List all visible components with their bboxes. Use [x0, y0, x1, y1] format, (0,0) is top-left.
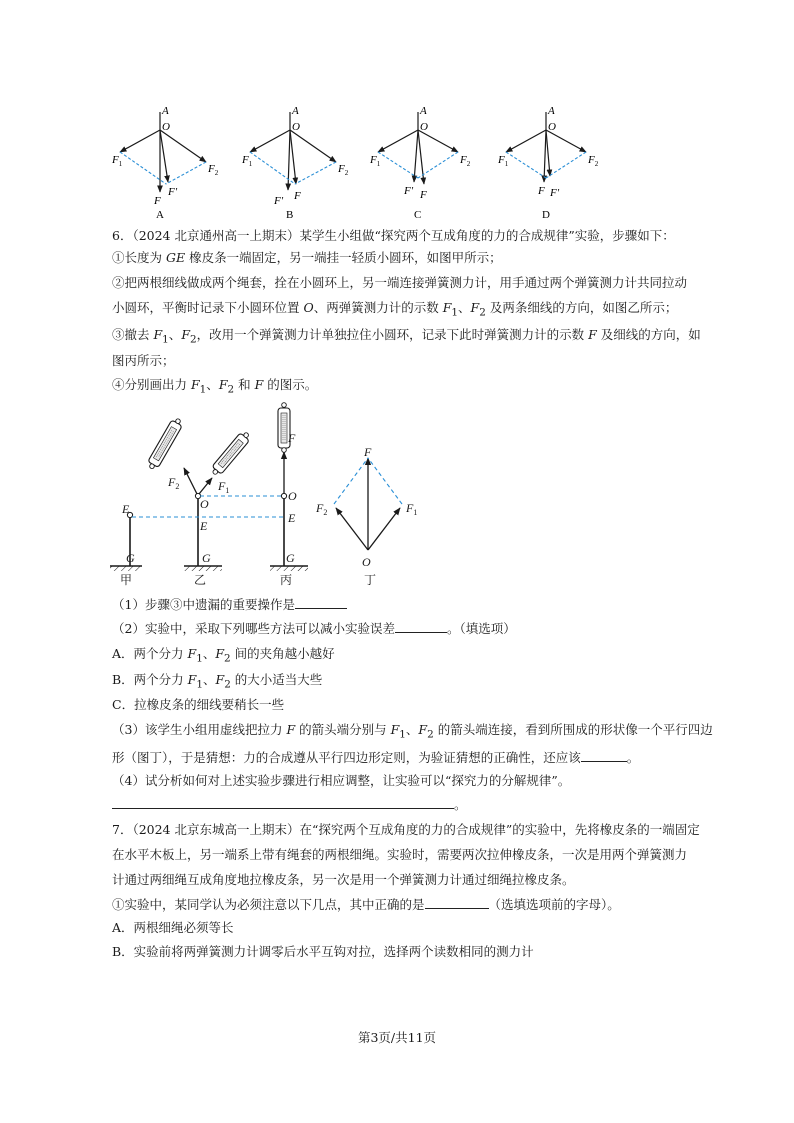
label-g-jia: G — [126, 551, 135, 565]
q7-sub1: ①实验中，某同学认为必须注意以下几点，其中正确的是 （选填选项前的字母）。 — [112, 897, 620, 912]
label-o-yi: O — [200, 497, 209, 511]
option-letter: C — [414, 209, 422, 221]
q6-option-c: C．拉橡皮条的细线要稍长一些 — [112, 697, 285, 712]
label-f1-ding: $F_1$ — [406, 501, 418, 517]
q7-stem-line3: 计通过两细绳互成角度地拉橡皮条，另一次是用一个弹簧测力计通过细绳拉橡皮条。 — [112, 872, 575, 887]
spring-scale-right — [209, 430, 252, 478]
spring-scale-left — [146, 416, 185, 471]
caption-yi: 乙 — [194, 573, 207, 587]
option-letter: D — [542, 209, 550, 221]
label-f2: $F_2$ — [588, 154, 599, 168]
q6-option-b: B．两个分力 $F_1$、$F_2$ 的大小适当大些 — [112, 672, 323, 691]
force-diagram-ding — [334, 458, 402, 550]
page-number: 第3页/共11页 — [357, 1030, 437, 1045]
q6-sub3-line1: （3）该学生小组用虚线把拉力 F 的箭头端分别与 $F_1$、$F_2$ 的箭头端连接，看到所围成的形状像一个平行四边 — [112, 722, 713, 741]
option-letter: A — [156, 209, 164, 221]
label-fprime: F' — [274, 195, 284, 207]
option-a-diagram — [111, 105, 219, 221]
label-f-ding: F — [364, 445, 372, 459]
label-f1-yi: $F_1$ — [218, 479, 230, 495]
ground-jia — [110, 566, 142, 571]
label-f2-ding: $F_2$ — [316, 501, 328, 517]
q6-sub1: （1）步骤③中遗漏的重要操作是 — [112, 596, 347, 613]
q6-step3-line1: ③撤去 $F_1$、$F_2$，改用一个弹簧测力计单独拉住小圆环，记录下此时弹簧测力计的示数 F 及细线的方向，如 — [112, 327, 701, 346]
label-e-yi: E — [200, 519, 208, 533]
q6-step1: ①长度为 GE 橡皮条一端固定，另一端挂一轻质小圆环，如图甲所示； — [112, 250, 502, 265]
option-b-diagram — [241, 105, 349, 221]
label-o-ding: O — [362, 555, 371, 569]
label-g-bing: G — [286, 551, 295, 565]
ground-yi — [184, 566, 222, 571]
label-a: A — [420, 105, 427, 117]
answer-blank[interactable] — [425, 896, 489, 909]
label-o: O — [162, 121, 170, 133]
label-o: O — [548, 121, 556, 133]
label-f1: $F_1$ — [242, 154, 253, 168]
q6-sub2: （2）实验中，采取下列哪些方法可以减小实验误差 。（填选项） — [112, 621, 516, 636]
q6-step3-line2: 图丙所示； — [112, 353, 175, 368]
label-g-yi: G — [202, 551, 211, 565]
answer-blank[interactable] — [395, 620, 447, 633]
label-f2: $F_2$ — [338, 163, 349, 177]
q6-option-a: A．两个分力 $F_1$、$F_2$ 间的夹角越小越好 — [112, 646, 335, 665]
q7-stem-line2: 在水平木板上，另一端系上带有绳套的两根细绳。实验时，需要两次拉伸橡皮条，一次是用两个弹簧测力 — [112, 847, 688, 862]
label-f1: $F_1$ — [112, 154, 123, 168]
q6-sub3-line2: 形（图丁），于是猜想：力的合成遵从平行四边形定则，为验证猜想的正确性，还应该 。 — [112, 750, 640, 765]
caption-jia: 甲 — [120, 573, 133, 587]
q6-sub4-answer-line: 。 — [112, 796, 467, 813]
q7-option-b: B．实验前将两弹簧测力计调零后水平互钩对拉，选择两个读数相同的测力计 — [112, 944, 534, 959]
label-o: O — [292, 121, 300, 133]
label-f2: $F_2$ — [208, 163, 219, 177]
label-f1: $F_1$ — [370, 154, 381, 168]
label-f: F — [538, 185, 545, 197]
q6-step2-line1: ②把两根细线做成两个绳套，拴在小圆环上，另一端连接弹簧测力计，用手通过两个弹簧测力计共同拉动 — [112, 275, 688, 290]
label-f: F — [420, 189, 427, 201]
label-f: F — [154, 195, 161, 207]
answer-blank[interactable] — [581, 749, 627, 762]
apparatus-figure — [108, 400, 428, 594]
label-o-bing: O — [288, 489, 297, 503]
answer-blank[interactable] — [112, 796, 454, 809]
label-e-jia: E — [122, 502, 130, 516]
q6-step4: ④分别画出力 $F_1$、$F_2$ 和 F 的图示。 — [112, 377, 318, 396]
q7-option-a: A．两根细绳必须等长 — [112, 920, 234, 935]
option-c-diagram — [369, 105, 471, 221]
label-fprime: F' — [550, 187, 560, 199]
q6-stem: 6．（2024 北京通州高一上期末）某学生小组做“探究两个互成角度的力的合成规律”实验，步骤如下： — [112, 228, 675, 243]
q6-sub4: （4）试分析如何对上述实验步骤进行相应调整，让实验可以“探究力的分解规律”。 — [112, 773, 571, 788]
caption-ding: 丁 — [364, 573, 377, 587]
label-o: O — [420, 121, 428, 133]
label-fprime: F' — [168, 186, 178, 198]
label-a: A — [292, 105, 299, 117]
label-a: A — [162, 105, 169, 117]
label-fprime: F' — [404, 185, 414, 197]
label-f2: $F_2$ — [460, 154, 471, 168]
option-d-diagram — [497, 105, 599, 221]
label-f1: $F_1$ — [498, 154, 509, 168]
q6-step2-line2: 小圆环，平衡时记录下小圆环位置 O、两弹簧测力计的示数 $F_1$、$F_2$ 及两条细线的方向，如图乙所示； — [112, 300, 678, 319]
answer-blank[interactable] — [295, 596, 347, 609]
ground-bing — [270, 566, 308, 571]
caption-bing: 丙 — [280, 573, 293, 587]
option-letter: B — [286, 209, 294, 221]
label-f-bing: F — [288, 431, 296, 445]
label-f: F — [294, 190, 301, 202]
label-f2-yi: $F_2$ — [168, 475, 180, 491]
label-e-bing: E — [288, 511, 296, 525]
q7-stem-line1: 7．（2024 北京东城高一上期末）在“探究两个互成角度的力的合成规律”的实验中，先将橡皮条的一端固定 — [112, 822, 700, 837]
label-a: A — [548, 105, 555, 117]
options-figure — [100, 100, 620, 222]
